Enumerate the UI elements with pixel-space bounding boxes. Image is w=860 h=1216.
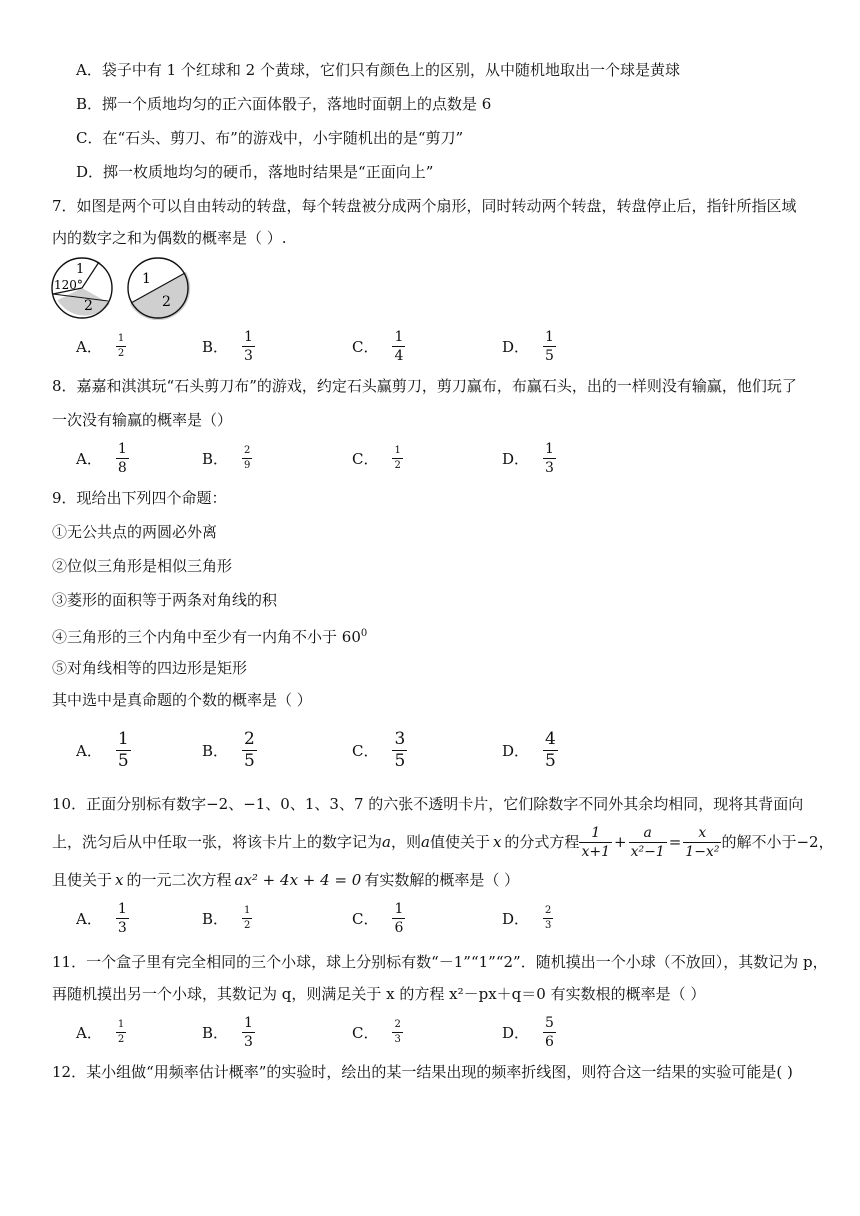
q7-options <box>76 326 676 366</box>
q8-option-a: A． $\frac{1}{8}$ <box>76 440 127 476</box>
q10-option-b: B． $\frac{1}{2}$ <box>202 904 251 931</box>
eq-fraction-3: $\frac{x}{\text{1−x²}}$ <box>685 824 720 860</box>
q8-options <box>76 438 676 478</box>
q9-option-b: B． $\frac{2}{5}$ <box>202 728 255 771</box>
q11-stem-line1: 11．一个盒子里有完全相同的三个小球，球上分别标有数“－1”“1”“2”．随机摸出一个小球（不放回），其数记为 p， <box>52 953 828 971</box>
q11-option-b: B． $\frac{1}{3}$ <box>202 1014 253 1050</box>
q10-stem-line2: 上，洗匀后从中任取一张，将该卡片上的数字记为 a ，则 a 值使关于 x 的分式方程 $\frac{1}{x+1}$ + $\frac{a}{\text{x²−1}}$ = $\frac{x}{\text{1−x²}}$ 的解不小于−2， <box>52 824 834 860</box>
q10-stem-line3: 且使关于 x 的一元二次方程 ax² + 4x + 4 = 0 有实数解的概率是（ ） <box>52 871 520 889</box>
q10-option-a: A． $\frac{1}{3}$ <box>76 900 127 936</box>
q10-stem-line1: 10．正面分别标有数字−2、−1、0、1、3、7 的六张不透明卡片，它们除数字不同外其余均相同，现将其背面向 <box>52 795 804 813</box>
q6-option-a: A．袋子中有 1 个红球和 2 个黄球，它们只有颜色上的区别，从中随机地取出一个球是黄球 <box>76 61 680 79</box>
eq-fraction-2: $\frac{a}{\text{x²−1}}$ <box>630 824 665 860</box>
q8-stem-line1: 8．嘉嘉和淇淇玩“石头剪刀布”的游戏，约定石头赢剪刀，剪刀赢布，布赢石头，出的一样则没有输赢，他们玩了 <box>52 377 797 395</box>
q7-option-c: C． $\frac{1}{4}$ <box>352 328 404 364</box>
spinner-figure <box>50 256 192 324</box>
q8-option-b: B． $\frac{2}{9}$ <box>202 444 251 471</box>
q9-item-5: ⑤对角线相等的四边形是矩形 <box>52 659 248 677</box>
q8-option-d: D． $\frac{1}{3}$ <box>502 440 554 476</box>
q11-options <box>76 1012 676 1052</box>
q8-option-c: C． $\frac{1}{2}$ <box>352 444 401 471</box>
q6-option-c: C．在“石头、剪刀、布”的游戏中，小宇随机出的是“剪刀” <box>76 129 464 147</box>
q9-item-3: ③菱形的面积等于两条对角线的积 <box>52 591 278 609</box>
spinner2-label-2: 2 <box>162 294 171 310</box>
q11-option-d: D． $\frac{5}{6}$ <box>502 1014 554 1050</box>
spinner-2 <box>128 258 190 320</box>
spinner1-label-2: 2 <box>84 298 93 314</box>
q6-option-b: B．掷一个质地均匀的正六面体骰子，落地时面朝上的点数是 6 <box>76 95 492 113</box>
eq-fraction-1: $\frac{1}{x+1}$ <box>581 824 610 860</box>
q9-item-1: ①无公共点的两圆必外离 <box>52 523 218 541</box>
q7-option-b: B． $\frac{1}{3}$ <box>202 328 253 364</box>
q6-option-d: D．掷一枚质地均匀的硬币，落地时结果是“正面向上” <box>76 163 434 181</box>
q9-item-2: ②位似三角形是相似三角形 <box>52 557 233 575</box>
spinner1-angle: 120° <box>54 278 83 292</box>
q7-option-a: A． $\frac{1}{2}$ <box>76 332 125 359</box>
q10-option-d: D． $\frac{2}{3}$ <box>502 904 552 931</box>
q9-option-a: A． $\frac{1}{5}$ <box>76 728 129 771</box>
q7-stem-line2: 内的数字之和为偶数的概率是（ ）. <box>52 229 287 247</box>
spinner-1 <box>52 258 112 318</box>
spinner2-label-1: 1 <box>142 271 151 287</box>
spinner1-label-1: 1 <box>76 262 85 277</box>
q9-item-4: ④三角形的三个内角中至少有一内角不小于 $60^0$ <box>52 628 368 646</box>
q9-question: 其中选中是真命题的个数的概率是（ ） <box>52 691 312 709</box>
q12-stem: 12．某小组做“用频率估计概率”的实验时，绘出的某一结果出现的频率折线图，则符合这一结果的实验可能是( ) <box>52 1063 793 1081</box>
q7-option-d: D． $\frac{1}{5}$ <box>502 328 554 364</box>
q10-options <box>76 898 676 938</box>
q9-stem: 9．现给出下列四个命题： <box>52 489 227 507</box>
q8-stem-line2: 一次没有输赢的概率是（） <box>52 411 233 429</box>
q10-option-c: C． $\frac{1}{6}$ <box>352 900 404 936</box>
q9-options <box>76 730 676 770</box>
q11-stem-line2: 再随机摸出另一个小球，其数记为 q，则满足关于 x 的方程 x²－px＋q＝0 有实数根的概率是（ ） <box>52 985 706 1003</box>
q7-stem-line1: 7．如图是两个可以自由转动的转盘，每个转盘被分成两个扇形，同时转动两个转盘，转盘停止后，指针所指区域 <box>52 197 797 215</box>
q11-option-a: A． $\frac{1}{2}$ <box>76 1018 125 1045</box>
q9-option-d: D． $\frac{4}{5}$ <box>502 728 556 771</box>
q11-option-c: C． $\frac{2}{3}$ <box>352 1018 401 1045</box>
q9-option-c: C． $\frac{3}{5}$ <box>352 728 406 771</box>
